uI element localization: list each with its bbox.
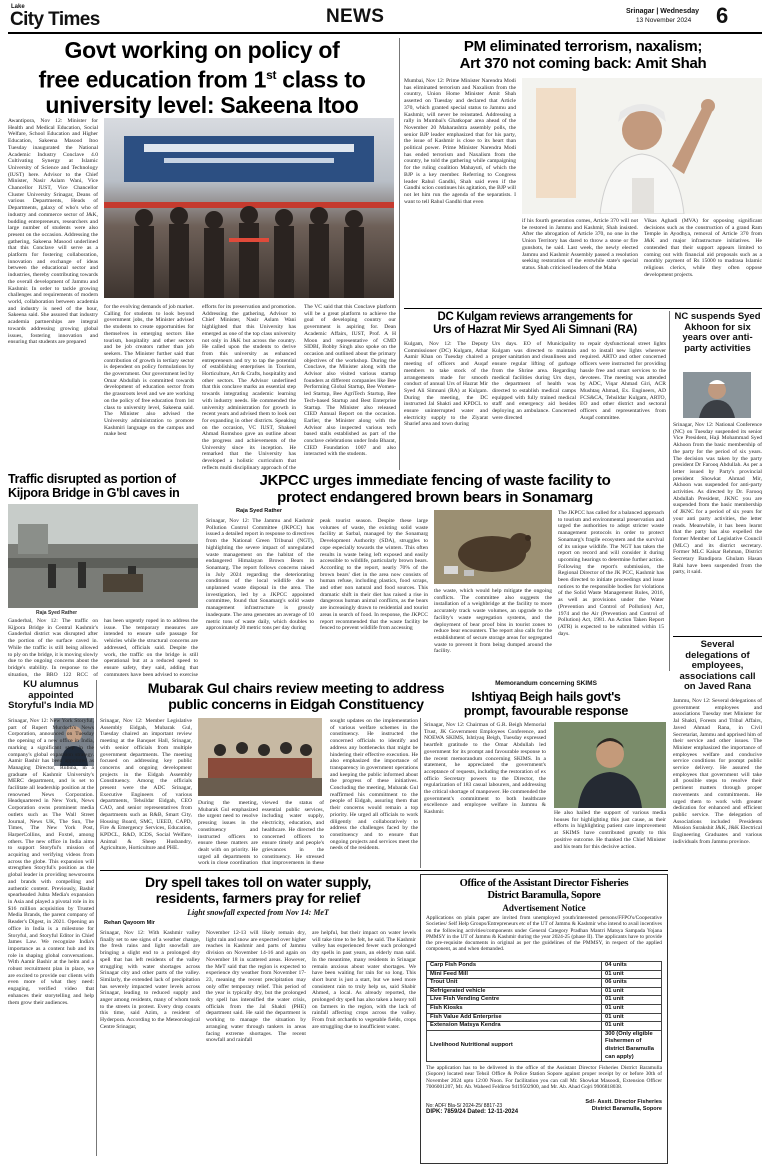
- mubarak-gul-photo-illustration: [198, 718, 322, 796]
- mubarak-gul-col-3: viewed the status of essential public services, including water supply, electricity, education, and healthcare. He directed the concerned officers to ensure timely and people's grievances in the constituency. He stressed that improvements in these: [262, 800, 324, 866]
- jkpcc-bear-photo: [434, 510, 552, 584]
- fisheries-ad-item: Carp Fish Ponds: [427, 962, 602, 971]
- ku-alumnus-text: Srinagar, Nov 12: New York Storyful, part of Rupert Murdoch's News Corporation, announced on Tuesday the opening of a new office in India, marking a significant step in the company's global expansion strategy. Aamir Bashir has been appointed as Managing Director, Rubina, in a graduate of Kashmir University's MERC department, and is set to facilitate all leadership position at the renowned News Corporation. Headquartered in New York, News Corporation owns prominent media outlets such as The Wall Street Journal, News UK, The Sun, The Times, The New York Post, HarperCollins, and Foxtel, among others. The new office in India aims to support Storyful's mission of acquiring and verifying videos from across the globe. This expansion will strengthen Storyful's position as the global leader in providing newsrooms and brands with compelling and authentic content. Previously, Bashir spearheaded Juhta Media's expansion in Asia and played a pivotal role in its $16 million acquisition by Trusted Media Brands, the parent company of Reader's Digest, in 2021. Opening an office in India is a milestone for Storyful, and Storyful Editor in Chief James Law. We recognize India's importance as a content hub and its role in shaping global conversations. With Aamir Bashir at the helm and a robust recruitment plan in place, we are excited to provide our clients with even more of what they need: engaging, verified video that enhances their storytelling and help them grow their audiences.: [8, 718, 94, 1006]
- lead-headline-line-1: Govt working on policy of: [64, 37, 340, 63]
- dry-spell-byline: Rehan Qayoom Mir: [104, 920, 155, 926]
- kijpora-photo-illustration: [8, 504, 198, 608]
- kijpora-photo: [8, 504, 198, 608]
- masthead-rule: [8, 32, 762, 34]
- jkpcc-col-4: The JKPCC has called for a balanced approach to tourism and environmental preservation and urged the authorities to adopt stricter waste management protocols in order to protect Sonamarg's fragile ecosystem and the survival of its unique wildlife. The NGT has taken the report on record and will consider it during upcoming hearings to determine further action. Following the report's submission, the Regional Director of the JK PCC, Kashmir has been directed to initiate proceedings and issue notices to the responsible bodies for violations of the Solid Waste Management Rules, 2016, as well as provisions under the Water (Prevention and Control of Pollution) Act, 1974 and the Air (Prevention and Control of Pollution) Act, 1981. An Action Taken Report (ATR) is expected to be submitted within 15 days.: [558, 510, 664, 637]
- lead-headline-line-2: [8, 63, 396, 93]
- fisheries-ad-quantity: 01 unit: [602, 1022, 662, 1031]
- ishtiyaq-headline-line-1: Ishtiyaq Beigh hails govt's: [471, 690, 621, 704]
- fisheries-ad-quantity: 04 units: [602, 962, 662, 971]
- issue-date: 13 November 2024: [636, 17, 692, 24]
- kijpora-col-1: Ganderbal, Nov 12: The traffic on Kijpora Bridge in Central Kashmir's Ganderbal district was disrupted after the portion of the surface caved in. While the traffic is still being allowed to ply on the bridge, it is moving slowly due to the ongoing concerns about the bridge's stability. In response to the situation, the BRO 122 RCC of: [8, 618, 98, 678]
- lead-story: [8, 38, 396, 470]
- jkpcc-headline-line-1: JKPCC urges immediate fencing of waste facility to: [259, 472, 611, 489]
- column-divider: [420, 718, 421, 868]
- dc-kulgam-col-1: Kulgam, Nov 12: The Deputy Commissioner (DC) Kulgam, Athar Aamir Khan on Tuesday chaired a meeting of officers and Auqaf members to take stock of the arrangements made for smooth conduct of annual Urs of Hazrat Mir Syed Ali Simnani (RA) at Kulgam. During the meeting, the DC instructed Jal Shakti and KPDCL to ensure uninterrupted water and electricity supply to the Ziyarat Sharief area and town during: [404, 341, 488, 428]
- nc-suspends-photo-illustration: [683, 372, 751, 418]
- fisheries-ad-item: Fish Value Add Enterprise: [427, 1013, 602, 1022]
- dc-kulgam-headline: [404, 311, 666, 337]
- dc-kulgam-headline-line-2: Urs of Hazrat Mir Syed Ali Simnani (RA): [433, 324, 637, 336]
- ishtiyaq-photo: [554, 722, 666, 808]
- fisheries-ad-title-line-1: Office of the Assistant Director Fisheries: [459, 878, 629, 889]
- amit-shah-photo: [522, 78, 762, 214]
- mubarak-gul-photo: [198, 718, 322, 796]
- ishtiyaq-kicker: Memorandum concerning SKIMS: [495, 680, 597, 687]
- kijpora-photo-caption: Raja Syed Rather: [36, 610, 78, 616]
- lead-col-4: The VC said that this Conclave platform will be a great platform to achieve the goal of developing country our government is aspiring for. Dean Academic Affairs, IUST, Prof. A H Moon and representative of CMD SIDBI, Bobby Singh also spoke on the occasion and outlined about the primary objectives of the workshop. During the Conclave, the Minister along with the Advisor also visited various startup founders at different companies like Bee Performing Global Startup, Bee Women-led Startup, Bee AgriTech Startup, Bee Tech-based Startup and Best Enterprise Startup. The Minister also released CIED Annual Report on the occasion. Earlier, the Minister along with the Advisor also inspected various tech based stalls established as part of the conclave celebrations under Indo Bharat, CIED Foundation 1007 and also interacted with the students.: [304, 304, 396, 458]
- dry-spell-col-1: Srinagar, Nov 12: With Kashmir valley finally set to see signs of a weather change, the fresh rains and light snowfall are bringing a slight end to a prolonged dry spell that has left residents of the valley struggling with water shortages across Srinagar city and other parts of the valley. Similarly, the extended lack of precipitation has severely impacted water levels across Srinagar, leading to reduced supply and anger among residents, many of whom took to the streets in protest. Every drop counts this time, said Azim, a resident of Hyderpora. According to the Meteorological Centre Srinagar,: [100, 930, 200, 1030]
- mubarak-gul-headline-line-1: Mubarak Gul chairs review meeting to address: [147, 680, 445, 696]
- fisheries-ad-item: Livelihood Nutritional support: [427, 1030, 602, 1061]
- fisheries-ad-row: [427, 979, 662, 988]
- amit-shah-col-3: Vikas Aghadi (MVA) for opposing significant decisions such as the construction of a grand Ram Temple in Ayodhya, removal of Article 370 from J&K and major infrastructure initiatives. He contended that their support appears limited to coming out with financial aid proposals such as a monthly payment of Rs 15000 to madrasa Islamic religious clerics, while they often oppose development projects.: [644, 218, 762, 278]
- lead-headline-superscript: st: [266, 68, 277, 82]
- fisheries-ad-row: [427, 970, 662, 979]
- logo: [8, 4, 140, 30]
- kijpora-story: [8, 472, 198, 680]
- dry-spell-story: [100, 874, 416, 1164]
- lead-headline-line-2a: free education from 1: [38, 66, 267, 93]
- fisheries-ad-intro: Applications on plain paper are invited from unemployed youth/interested persons/FFPO's/Cooperative Societies/ Self Help Groups/Entrepreneurs etc of the UT of Jammu & Kashmir who intend to avail incentives on the following activities/components under General Category Pradhan Mantri Matsya Sampada Yojana PMMSY in the UT of Jammu & Kashmir during the year 2024-25 (phase II). The applicants have to provide the pre-requisite documents in original as per the guidelines of the PMMSY, in respect of the applied component, as and when demanded.: [426, 915, 662, 953]
- fisheries-ad-ref: No: ADF/ Bla-S/ 2024-25/ 8817-23: [426, 1103, 503, 1110]
- amit-shah-story: [404, 38, 762, 308]
- nc-suspends-headline: NC suspends Syed Akhoon for six years over anti-party activities: [674, 311, 761, 354]
- fisheries-ad-quantity: 06 units: [602, 979, 662, 988]
- fisheries-ad-row: [427, 987, 662, 996]
- section-title: NEWS: [326, 6, 385, 27]
- fisheries-ad-title-line-2: District Baramulla, Sopore: [487, 890, 601, 901]
- fisheries-ad-dipk: DIPK: 7859/24 Dated: 12-11-2024: [426, 1109, 519, 1116]
- fisheries-ad-signature-line-1: Sd/- Asstt. Director Fisheries: [585, 1099, 662, 1106]
- fisheries-ad-row: [427, 1030, 662, 1061]
- lead-photo-illustration: [104, 118, 394, 298]
- section-rule: [100, 870, 668, 871]
- column-divider: [399, 38, 400, 470]
- ishtiyaq-photo-illustration: [554, 722, 666, 808]
- dry-spell-subhead: Light snowfall expected from Nov 14: MeT: [187, 908, 329, 917]
- jkpcc-col-2: peak tourist season. Despite these large volumes of waste, the existing solid waste facility at Sarbal, managed by the Sonamarg Development Authority (SDA), struggles to cope especially towards the winters. This often results in waste being left exposed and easily accessible to wildlife, particularly brown bears. According to the report, nearly 70% of the brown bears' diet in the area now consists of human refuse, including plastics, food scraps, and other non natural and food sources. This dramatic shift in their diet has raised a rise in dangerous human animal conflicts, as the bears are increasingly drawn to residential and tourist areas in search of food. In response, the JKPCC report recommended that the waste facility be fenced to prevent wildlife from accessing: [320, 518, 428, 632]
- masthead: [0, 0, 770, 34]
- jkpcc-headline-line-2: protect endangered brown bears in Sonamarg: [277, 489, 593, 506]
- lead-headline-line-3: university level: Sakeena Itoo: [45, 91, 359, 118]
- fisheries-ad-quantity: 01 unit: [602, 987, 662, 996]
- mubarak-gul-col-4: sought updates on the implementation of various welfare schemes in the constituency. He instructed the concerned officials to identify and address any bottlenecks that might be hindering their effective execution. He also emphasized the importance of transparency in government operations and keeping the public informed about the progress of these initiatives. Concluding the meeting, Mubarak Gul reaffirmed his commitment to the people of Eidgah, assuring them that their concerns would remain a top priority. He urged all officials to work diligently and collaboratively to address the challenges faced by the constituency and to ensure that ongoing projects and services meet the needs of the residents.: [330, 718, 418, 852]
- fisheries-ad-item: Fish Kiosks: [427, 1004, 602, 1013]
- page-number: 6: [716, 3, 729, 28]
- mubarak-gul-col-2: During the meeting, Mubarak Gul emphasized the urgent need to resolve pressing issues in the constituency and instructed officers to ensure these matters are dealt with on priority. He urged all departments to work in close coordination: [198, 800, 258, 866]
- fisheries-ad-quantity: 300 (Only eligible Fishermen of district Baramulla can apply): [602, 1030, 662, 1061]
- logo-small: Lake: [11, 4, 25, 10]
- kijpora-headline: Traffic disrupted as portion of Kijpora Bridge in G'bl caves in: [8, 472, 180, 500]
- lead-headline-line-2c: class to: [276, 66, 366, 93]
- fisheries-ad-quantity: 01 unit: [602, 1013, 662, 1022]
- jkpcc-col-3: the waste, which would help mitigate the ongoing conflicts. The committee also suggests the installation of a weighbridge at the facility to more accurately track waste volumes, an upgrade to the facility's waste segregation systems, and the deployment of bear proof bins in tourist zones to reduce bear encounters. The report also calls for the establishment of secure storage areas for segregated waste to prevent it from being dumped around the facility.: [434, 588, 552, 655]
- delegations-text: Jammu, Nov 12: Several delegations of government employees and associations Tuesday met Minister for Jal Shakti, Forests and Tribal Affairs, Javed Ahmad Rana, in Civil Secretariat, Jammu and apprised him of their service and other issues. The Minister emphasized the importance of employees welfare and conducive service conditions for prompt public service delivery. He assured the employees that government will take all possible steps to resolve their pertinent matters through proper movements and commitments. He urged them to work with greater dedication for enhanced and efficient public service. The delegation of Associations included Presidents Mission Surakshit J&K, J&K Electrical Engineering Graduates and various individuals from Jammu province.: [673, 698, 762, 845]
- mubarak-gul-col-1: Srinagar, Nov 12: Member Legislative Assembly Eidgah, Mubarak Gul, Tuesday chaired an important review meeting at the Banquet Hall, Srinagar, with senior officials from multiple government departments. The meeting focused on addressing key public concerns and ongoing development projects in the Eidgah Assembly Constituency. Among the officials present were the ADC Srinagar, Executive Engineers of various departments, Tehsildar Eidgah, CEO CAO, and senior representatives from departments such as R&B, Smart City, Housing Board, SMC, UEED, CAPD, Fire & Emergency Services, Education, KPDCL, R&D, ICDS, Social Welfare, Animal & Sheep Husbandry, Agriculture, Horticulture and PHE.: [100, 718, 192, 852]
- fisheries-ad-item: Extension Matsya Kendra: [427, 1022, 602, 1031]
- nc-suspends-photo: [683, 372, 751, 418]
- amit-shah-headline: [404, 38, 762, 72]
- fisheries-ad-quantity: 01 unit: [602, 996, 662, 1005]
- dc-kulgam-story: [404, 311, 666, 471]
- dc-kulgam-col-2: Urs days. EO of Municipality Kulgam was directed to maintain proper sanitation and cleanliness and ensure regular lifting of garbage from the Shrine area. Regarding medical facilities during Urs days, the department of health was directed to establish medical camps equipped with fully trained medical staff and emergency aid besides deploying an ambulance. Concerned were directed: [492, 341, 576, 421]
- fisheries-advertisement: [420, 874, 668, 1164]
- nc-suspends-text: Srinagar, Nov 12: National Conference (NC) on Tuesday suspended its senior Vice President, Haji Mohammad Syed Akhoon from the basic membership of the party for the period of six years. The decision was taken by the party president Dr Farooq Abdullah. As per a letter issued by Party's provincial president Showkat Ahmad Mir, Akhoon was suspended for anti-party activities. As directed by Dr. Farooq Abdullah President, JKNC you are suspended from the basic membership of JKNC for a period of six years for your anti party activities, the letter reads. Meanwhile, it has been learnt that the party has also expelled the former Member of Legislative Council (MLC) and its district secretary. Former MLC Kaisar Rehman, District Secretary Bandipora Ghulam Hasan Rahi have been suspended from the party, it said.: [673, 422, 762, 576]
- fisheries-ad-item: Refrigerated vehicle: [427, 987, 602, 996]
- nc-suspends-story: [673, 312, 762, 634]
- ishtiyaq-story: [424, 680, 668, 870]
- jkpcc-headline: [206, 472, 664, 506]
- dry-spell-headline-line-2: residents, farmers pray for relief: [155, 890, 361, 906]
- fisheries-ad-footer: The application has to be delivered in the office of the Assistant Director Fisheries District Baramulla (Sopore) located near Tehsil Office & Police Station Sopore against proper receipt by or before 30th of November 2024 upto 12:00 Noon. For facilitation you can call Mr. Showkat Masoodi, Extension Officer 7006001207, Mr. Ab. Waheed Feldiroo 9419502900, and Mr. Ab. Ahad Gojri 9906818038.: [426, 1065, 662, 1091]
- kijpora-col-2: has been urgently roped in to address the issue. The temporary measures are intended to ensure safe passage for vehicles while the structural concerns are addressed, officials said. Despite the work, the traffic on the bridge is still operational but at a reduced speed to ensure safety, they said, adding that commuters have been advised to exercise: [104, 618, 198, 678]
- ishtiyaq-col-2: He also hailed the support of various media houses for highlighting this just cause, as their efforts in highlighting patient care improvement at SKIMS have contributed greatly to this positive outcome. He thanked the Chief Minister and his team for this decisive action.: [554, 810, 666, 850]
- dc-kulgam-col-3: to repair dysfunctional street lights and to install new lights wherever required. ARTO and other concerned officers were instructed for providing hassle free and smart services to the devotees. The meeting was attended by ADC, Viqar Ahmad Giri, ACR Mushtaq Ahmad, Ex. Engineers, AD FCS&CA, Tehsildar Kulgam, ARTO, EO and other district and sectoral officers and representatives from Auqaf committee.: [580, 341, 666, 421]
- jkpcc-col-1: Srinagar, Nov 12: The Jammu and Kashmir Pollution Control Committee (JKPCC) has issued a detailed report in response to directives from the National Green Tribunal (NGT), highlighting the severe impact of unregulated waste management on the habitat of the endangered Himalayan Brown Bears in Sonamarg. The report follows concerns raised in July 2024 regarding the deteriorating conditions of the local wildlife due to unplanned waste disposal in the area. The investigation, led by a JKPCC appointed committee, found that Sonamarg's solid waste management infrastructure is grossly inadequate. The area generates an average of 10 metric tons of waste daily, which doubles to approximately 20 metric tons per day during: [206, 518, 314, 632]
- lead-col-1: Awantipora, Nov 12: Minister for Health and Medical Education, Social Welfare, School Education and Higher Education, Sakeena Masood Itoo Tuesday inaugurated the National Academic Industry Conclave 4.0 Cultivating Synergy at Islamic University of Science and Technology (IUST) here. Advisor to the Chief Minister, Nasir Aslam Wani, Vice Chancellor IUST, Vice Chancellor Cluster University Srinagar, Deans of various Departments, Heads of Departments, galaxy of who's who of industry and commerce sector of J&K, budding entrepreneurs, researchers and large number of students were also present on the occasion. Addressing the gathering, Sakeena Masood underlined that this Conclave will serve as a platform for fostering collaboration, innovation and exchange of ideas between the educational sector and industries, thereby contributing towards the overall development of Jammu and Kashmir. In order to tackle growing challenges and requirements of modern world, collaboration between academia and industry is need of the hour, Sakeena said. She assured that industry academia partnerships are integral towards addressing growing global issues, fostering innovation and ensuring that students are prepared: [8, 118, 98, 346]
- ishtiyaq-headline: [424, 690, 668, 718]
- lead-photo: [104, 118, 394, 298]
- ku-alumnus-headline: KU alumnus appointed Storyful's India MD: [8, 679, 94, 711]
- fisheries-ad-table: [426, 961, 662, 1062]
- jkpcc-story: [206, 472, 664, 672]
- logo-big: City Times: [10, 9, 100, 30]
- fisheries-ad-signature-line-2: District Baramulla, Sopore: [591, 1106, 662, 1113]
- ku-alumnus-story: [8, 680, 94, 1156]
- section-rule: [404, 308, 762, 309]
- jkpcc-bear-photo-illustration: [434, 510, 552, 584]
- lead-col-2: for the evolving demands of job market. Calling for students to look beyond government jobs, the Minister advised the students to create opportunities for themselves in emerging sectors like tourism, hospitality and other sectors and be job creators rather than job seekers. The Minister further said that contribution of growth in tertiary sector is dependent on policy formulations by the government. Our government led by Omar Abdullah is committed towards development of education sector from the grassroots level and we are working on the policy of free education from 1st class to university level, Sakeena said. The Minister also advised the University administration to promote Kashmiri language on the campus and make best: [104, 304, 194, 438]
- dry-spell-headline-line-1: Dry spell takes toll on water supply,: [145, 874, 371, 890]
- fisheries-ad-row: [427, 996, 662, 1005]
- fisheries-ad-item: Live Fish Vending Centre: [427, 996, 602, 1005]
- amit-shah-headline-line-1: PM eliminated terrorism, naxalism;: [463, 38, 703, 55]
- dry-spell-headline: [100, 874, 416, 906]
- fisheries-ad-item: Mini Feed Mill: [427, 970, 602, 979]
- fisheries-ad-row: [427, 1022, 662, 1031]
- lead-col-3: efforts for its preservation and promotion. Addressing the gathering, Advisor to Chief Minister, Nasir Aslam Wani highlighted that this University has emerged as one of the top class university not only in J&K but across the country. He called upon the students to derive from this university as enhanced entrepreneurs and try to tap the potential of establishing enterprises in Tourism, Horticulture, Art & Crafts, hospitality and other sectors. The Advisor underlined that this conclave marks an essential step towards integrating academic learning with industry needs. He commended the university administration for growth in recent years and advised them to look out for expanding in other districts. Speaking on the occasion, VC IUST, Shakeel Ahmad Romshoo gave an outline about the progress and achievements of the University since its inception. He remarked that the University has developed a holistic curriculum that reflects multi disciplinary approach of the: [202, 304, 296, 470]
- dc-kulgam-headline-line-1: DC Kulgam reviews arrangements for: [437, 311, 633, 323]
- column-divider: [669, 311, 670, 671]
- jkpcc-byline: Raja Syed Rather: [236, 508, 283, 514]
- fisheries-ad-subtitle: Advertisement Notice: [502, 903, 586, 913]
- amit-shah-col-1: Mumbai, Nov 12: Prime Minister Narendra Modi has eliminated terrorism and Naxalism from the country, Union Home Minister Amit Shah asserted on Tuesday and declared that Article 370, which granted special status to Jammu and Kashmir, will never be reinstated. Addressing a rally in Mumbai's Ghatkopar area ahead of the November 20 Maharashtra assembly polls, the senior BJP leader emphasized that for his party, the issue of Kashmir is close to its heart than political power. Prime Minister Narendra Modi has ended terrorism and Naxalism from the country, he told the gathering while campaigning for the ruling coalition Mahayuti, of which the BJP is a key member. Referring to Congress leader Rahul Gandhi, Shah said even if the Gandhi scion continues his agitation, the BJP will not let him run the agenda of the separatists. I want to tell Rahul Gandhi that even: [404, 78, 516, 205]
- ishtiyaq-headline-line-2: prompt, favourable response: [463, 704, 629, 718]
- fisheries-ad-row: [427, 962, 662, 971]
- fisheries-ad-quantity: 01 unit: [602, 1004, 662, 1013]
- delegations-headline: Several delegations of employees, associations call on Javed Rana: [679, 639, 756, 692]
- fisheries-ad-title: [426, 878, 662, 902]
- delegations-story: [673, 640, 762, 940]
- ishtiyaq-col-1: Srinagar, Nov 12: Chairman of G.R. Beigh Memorial Trust, JK Government Employees Conference, and NOEWA SKIMS, Ishtiyaq Beigh, Tuesday expressed heartfelt gratitude to the Omar Abdullah led government for its prompt and favourable response to the recent memorandum concerning SKIMS. In a statement, he appreciated the government's acceptance of requests, including the restoration of ex officio Secretary powers to the Director, the regularization of 183 casual labourers, and addressing the critical shortage of manpower. He commended the government's commitment to both healthcare excellence and employee welfare in Jammu & Kashmir.: [424, 722, 546, 816]
- dry-spell-col-2: November 12-13 will likely remain dry, light rain and snow are expected over higher reaches in Kashmir and parts of Jammu division on November 14-16 and again on November 18 in scattered areas. However, the MeT said that the region is expected to experience dry weather from November 17-23, meaning the recent precipitation may only offer temporary relief. This period of the year is typically dry, but the prolonged dry spell has intensified the water crisis, officials from the Jal Shakti (PHE) department said. He said the department is working to manage the situation by arranging water through tankers in areas facing extreme shortages. The recent snowfall and rainfall: [206, 930, 306, 1044]
- issue-day: Srinagar | Wednesday: [626, 8, 700, 15]
- amit-shah-headline-line-2: Art 370 not coming back: Amit Shah: [459, 55, 707, 72]
- mubarak-gul-headline-line-2: public concerns in Eidgah Constituency: [168, 696, 424, 712]
- dry-spell-col-3: are helpful, but their impact on water levels will take time to be felt, he said. The Kashmir valley has experienced fewer such prolonged dry spells in past years, an elderly man said. In the meantime, many residents in Srinagar remain anxious about water shortages. We have been waiting for rain for so long. This short burst is just a start, but we need more consistent rain to truly help us, said Shabir Ahmed, a local. As already reported, the prolonged dry spell has also taken a heavy toll on farmers in the region, with the lack of rainfall affecting crops across the valley. From fruit orchards to vegetable fields, crops are struggling due to insufficient water.: [312, 930, 416, 1030]
- amit-shah-photo-illustration: [522, 78, 762, 214]
- fisheries-ad-row: [427, 1004, 662, 1013]
- column-divider: [96, 680, 97, 1156]
- section-rule: [673, 636, 762, 637]
- amit-shah-col-2: if his fourth generation comes, Article 370 will not be restored in Jammu and Kashmir, Shah insisted. After the abrogation of Article 370, no one in the Union Territory has dared to throw a stone or fire gunshots, he said. Last week, the newly elected Jammu and Kashmir Assembly passed a resolution seeking restoration of the erstwhile state's special status. Shah criticised leaders of the Maha: [522, 218, 638, 271]
- fisheries-ad-quantity: 01 unit: [602, 970, 662, 979]
- lead-headline: [8, 38, 396, 118]
- fisheries-ad-row: [427, 1013, 662, 1022]
- fisheries-ad-item: Trout Unit: [427, 979, 602, 988]
